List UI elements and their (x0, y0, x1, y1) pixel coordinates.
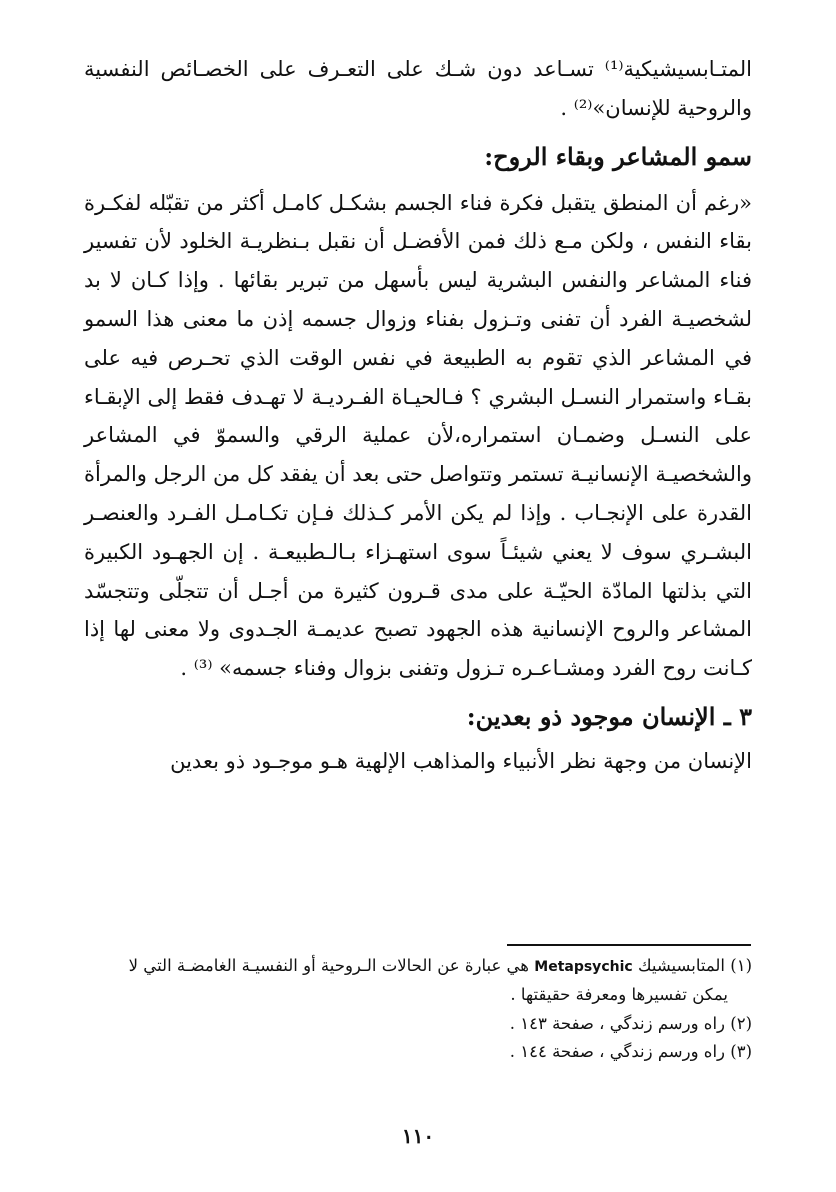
footnotes (84, 952, 752, 1067)
footnote-1-term-ar: المتابسيشيك (637, 956, 725, 975)
footnote-1-continuation: يمكن تفسيرها ومعرفة حقيقتها . (510, 985, 728, 1005)
intro-paragraph: المتـابسيشيكية⁽¹⁾ تسـاعد دون شـك على التعـرف على الخصـائص النفسية والروحية للإنسان»⁽²⁾ . (84, 57, 752, 120)
page-number: ١١٠ (401, 1124, 435, 1148)
footnote-1 (84, 952, 752, 981)
quote-paragraph: «رغم أن المنطق يتقبل فكرة فناء الجسم بشكـل كامـل أكثر من تقبّله لفكـرة بقاء النفس ، ولكن مـع ذلك فمن الأفضـل أن نقبل بـنظريـة الخلود لأن تفسير فناء المشاعر والنفس البشرية ليس بأسهل من تبرير بقائها . وإذا كـان لا بد لشخصيـة الفرد أن تفنى وتـزول بفناء وزوال جسمه إذن ما معنى هذا السمو في المشاعر الذي تقوم به الطبيعة في نفس الوقت الذي تحـرص فيه على بقـاء واستمرار النسـل البشري ؟ فـالحيـاة الفـرديـة لا تهـدف فقط إلى الإبقـاء على النسـل وضمـان استمراره،لأن عملية الرقي والسموّ في المشاعر والشخصيـة الإنسانيـة تستمر وتتواصل حتى بعد أن يفقد كل من الرجل والمرأة القدرة على الإنجـاب . وإذا لم يكن الأمر كـذلك فـإن تكـامـل الفـرد والعنصـر البشـري سوف لا يعني شيئـاً سوى استهـزاء بـالـطبيعـة . إن الجهـود الكبيرة التي بذلتها المادّة الحيّـة على مدى قـرون كثيرة من أجـل أن تتجلّى وتتجسّد المشاعر والروح الإنسانية هذه الجهود تصبح عديمـة الجـدوى ولا معنى لها إذا كـانت روح الفرد ومشـاعـره تـزول وتفنى بزوال وفناء جسمه» ⁽³⁾ . (84, 190, 752, 681)
footnote-2: (٢) راه ورسم زندگي ، صفحة ١٤٣ . (509, 1013, 752, 1033)
section-heading-two-dimensions: ٣ ـ الإنسان موجود ذو بعدين: (466, 701, 752, 731)
footnote-divider (507, 944, 751, 946)
two-dimensions-paragraph: الإنسان من وجهة نظر الأنبياء والمذاهب الإلهية هـو موجـود ذو بعدين (170, 748, 752, 773)
page-content (84, 50, 752, 781)
footnote-1-text: هي عبارة عن الحالات الـروحية أو النفسيـة الغامضـة التي لا (128, 956, 530, 975)
footnote-1-term-en: Metapsychic (534, 959, 633, 975)
section-heading-soul: سمو المشاعر وبقاء الروح: (484, 141, 752, 171)
footnote-1-number: (١) (730, 956, 752, 975)
footnote-3: (٣) راه ورسم زندگي ، صفحة ١٤٤ . (509, 1042, 752, 1062)
